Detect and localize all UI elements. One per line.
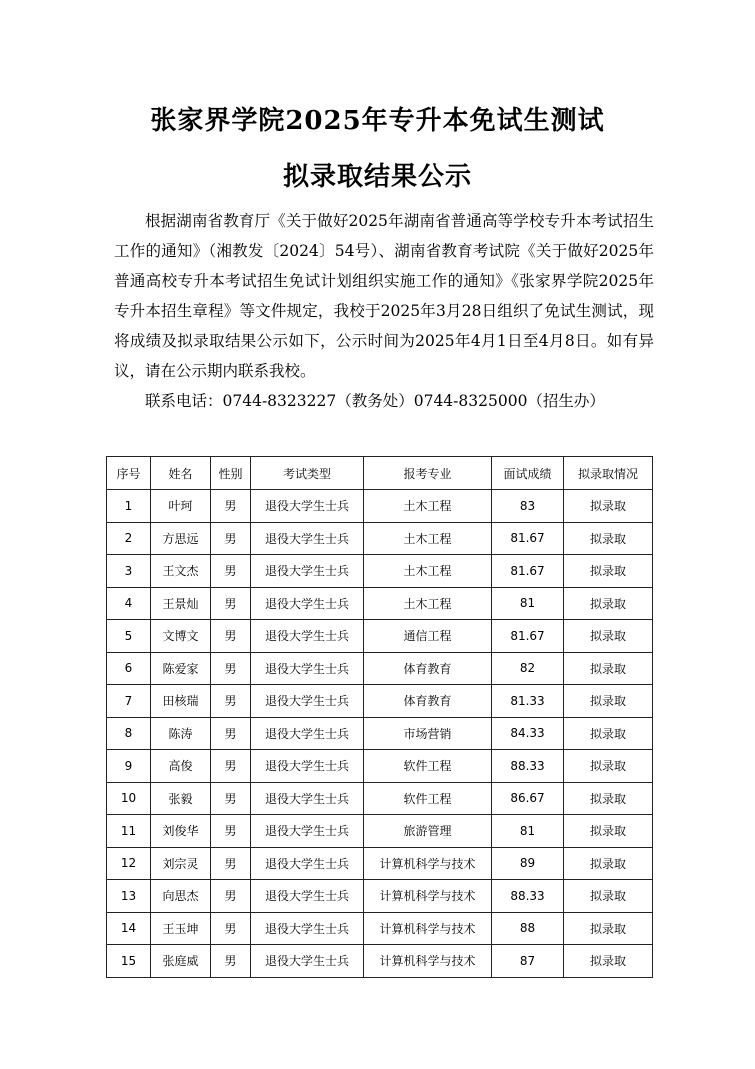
- cell-col-name: 王景灿: [151, 587, 211, 620]
- cell-col-status: 拟录取: [564, 620, 653, 653]
- cell-col-score: 83: [492, 490, 564, 523]
- cell-col-score: 89: [492, 847, 564, 880]
- cell-col-exam-type: 退役大学生士兵: [251, 522, 364, 555]
- cell-col-score: 87: [492, 945, 564, 978]
- cell-col-major: 计算机科学与技术: [364, 880, 492, 913]
- cell-col-major: 通信工程: [364, 620, 492, 653]
- cell-col-major: 计算机科学与技术: [364, 912, 492, 945]
- cell-col-status: 拟录取: [564, 685, 653, 718]
- cell-col-exam-type: 退役大学生士兵: [251, 620, 364, 653]
- notice-body: [114, 206, 654, 416]
- cell-col-status: 拟录取: [564, 587, 653, 620]
- cell-col-exam-type: 退役大学生士兵: [251, 490, 364, 523]
- table-row: [107, 750, 653, 783]
- cell-col-index: 12: [107, 847, 151, 880]
- cell-col-gender: 男: [211, 555, 251, 588]
- cell-col-exam-type: 退役大学生士兵: [251, 555, 364, 588]
- cell-col-index: 6: [107, 652, 151, 685]
- cell-col-index: 9: [107, 750, 151, 783]
- header-col-gender: 性别: [211, 457, 251, 490]
- cell-col-score: 86.67: [492, 782, 564, 815]
- cell-col-major: 土木工程: [364, 490, 492, 523]
- cell-col-gender: 男: [211, 750, 251, 783]
- cell-col-index: 7: [107, 685, 151, 718]
- cell-col-index: 5: [107, 620, 151, 653]
- cell-col-name: 陈爱家: [151, 652, 211, 685]
- cell-col-exam-type: 退役大学生士兵: [251, 750, 364, 783]
- cell-col-index: 8: [107, 717, 151, 750]
- cell-col-major: 土木工程: [364, 587, 492, 620]
- cell-col-gender: 男: [211, 620, 251, 653]
- cell-col-index: 13: [107, 880, 151, 913]
- cell-col-name: 陈涛: [151, 717, 211, 750]
- cell-col-status: 拟录取: [564, 880, 653, 913]
- cell-col-name: 方思远: [151, 522, 211, 555]
- header-col-status: 拟录取情况: [564, 457, 653, 490]
- cell-col-index: 1: [107, 490, 151, 523]
- cell-col-name: 王文杰: [151, 555, 211, 588]
- table-header-row: [107, 457, 653, 490]
- header-col-index: 序号: [107, 457, 151, 490]
- cell-col-gender: 男: [211, 717, 251, 750]
- cell-col-gender: 男: [211, 587, 251, 620]
- results-table: [106, 456, 653, 978]
- cell-col-status: 拟录取: [564, 522, 653, 555]
- document-title-line2: 拟录取结果公示: [282, 162, 472, 192]
- cell-col-name: 张庭威: [151, 945, 211, 978]
- cell-col-gender: 男: [211, 945, 251, 978]
- header-col-score: 面试成绩: [492, 457, 564, 490]
- cell-col-index: 15: [107, 945, 151, 978]
- cell-col-status: 拟录取: [564, 717, 653, 750]
- cell-col-index: 2: [107, 522, 151, 555]
- cell-col-score: 81.33: [492, 685, 564, 718]
- table-row: [107, 815, 653, 848]
- table-row: [107, 847, 653, 880]
- cell-col-major: 旅游管理: [364, 815, 492, 848]
- cell-col-gender: 男: [211, 652, 251, 685]
- cell-col-exam-type: 退役大学生士兵: [251, 782, 364, 815]
- cell-col-gender: 男: [211, 782, 251, 815]
- cell-col-gender: 男: [211, 847, 251, 880]
- table-row: [107, 880, 653, 913]
- cell-col-name: 文博文: [151, 620, 211, 653]
- cell-col-name: 高俊: [151, 750, 211, 783]
- cell-col-status: 拟录取: [564, 652, 653, 685]
- cell-col-exam-type: 退役大学生士兵: [251, 685, 364, 718]
- cell-col-status: 拟录取: [564, 847, 653, 880]
- cell-col-name: 王玉坤: [151, 912, 211, 945]
- table-body: [107, 490, 653, 978]
- cell-col-index: 10: [107, 782, 151, 815]
- cell-col-name: 张毅: [151, 782, 211, 815]
- cell-col-name: 刘宗灵: [151, 847, 211, 880]
- cell-col-score: 81: [492, 815, 564, 848]
- cell-col-gender: 男: [211, 490, 251, 523]
- cell-col-gender: 男: [211, 685, 251, 718]
- cell-col-exam-type: 退役大学生士兵: [251, 587, 364, 620]
- table-row: [107, 912, 653, 945]
- cell-col-name: 田核瑞: [151, 685, 211, 718]
- cell-col-name: 叶珂: [151, 490, 211, 523]
- table-row: [107, 522, 653, 555]
- cell-col-gender: 男: [211, 522, 251, 555]
- cell-col-score: 88.33: [492, 750, 564, 783]
- cell-col-exam-type: 退役大学生士兵: [251, 880, 364, 913]
- cell-col-major: 市场营销: [364, 717, 492, 750]
- cell-col-index: 14: [107, 912, 151, 945]
- table-row: [107, 652, 653, 685]
- header-col-name: 姓名: [151, 457, 211, 490]
- cell-col-major: 土木工程: [364, 522, 492, 555]
- cell-col-status: 拟录取: [564, 750, 653, 783]
- header-col-major: 报考专业: [364, 457, 492, 490]
- table-row: [107, 620, 653, 653]
- cell-col-gender: 男: [211, 912, 251, 945]
- table-row: [107, 717, 653, 750]
- cell-col-major: 体育教育: [364, 652, 492, 685]
- cell-col-exam-type: 退役大学生士兵: [251, 815, 364, 848]
- cell-col-exam-type: 退役大学生士兵: [251, 847, 364, 880]
- notice-paragraph: 根据湖南省教育厅《关于做好2025年湖南省普通高等学校专升本考试招生工作的通知》（湘教发〔2024〕54号）、湖南省教育考试院《关于做好2025年普通高校专升本考试招生免试计划组织实施工作的通知》《张家界学院2025年专升本招生章程》等文件规定，我校于2025年3月28日组织了免试生测试，现将成绩及拟录取结果公示如下，公示时间为2025年4月1日至4月8日。如有异议，请在公示期内联系我校。: [114, 212, 654, 380]
- cell-col-index: 11: [107, 815, 151, 848]
- cell-col-score: 81: [492, 587, 564, 620]
- table-row: [107, 685, 653, 718]
- cell-col-gender: 男: [211, 815, 251, 848]
- table-row: [107, 945, 653, 978]
- cell-col-major: 体育教育: [364, 685, 492, 718]
- document-title-line1: 张家界学院2025年专升本免试生测试: [150, 106, 605, 136]
- cell-col-status: 拟录取: [564, 945, 653, 978]
- cell-col-exam-type: 退役大学生士兵: [251, 717, 364, 750]
- cell-col-score: 81.67: [492, 522, 564, 555]
- cell-col-major: 计算机科学与技术: [364, 847, 492, 880]
- cell-col-major: 计算机科学与技术: [364, 945, 492, 978]
- cell-col-major: 土木工程: [364, 555, 492, 588]
- cell-col-status: 拟录取: [564, 782, 653, 815]
- cell-col-score: 88: [492, 912, 564, 945]
- header-col-exam-type: 考试类型: [251, 457, 364, 490]
- cell-col-status: 拟录取: [564, 490, 653, 523]
- cell-col-name: 刘俊华: [151, 815, 211, 848]
- cell-col-gender: 男: [211, 880, 251, 913]
- cell-col-name: 向思杰: [151, 880, 211, 913]
- cell-col-score: 81.67: [492, 620, 564, 653]
- cell-col-score: 82: [492, 652, 564, 685]
- table-row: [107, 490, 653, 523]
- cell-col-exam-type: 退役大学生士兵: [251, 945, 364, 978]
- cell-col-major: 软件工程: [364, 750, 492, 783]
- cell-col-score: 84.33: [492, 717, 564, 750]
- table-row: [107, 782, 653, 815]
- cell-col-score: 88.33: [492, 880, 564, 913]
- contact-line: 联系电话：0744-8323227（教务处）0744-8325000（招生办）: [145, 392, 605, 410]
- table-row: [107, 587, 653, 620]
- cell-col-exam-type: 退役大学生士兵: [251, 652, 364, 685]
- cell-col-index: 4: [107, 587, 151, 620]
- cell-col-major: 软件工程: [364, 782, 492, 815]
- cell-col-score: 81.67: [492, 555, 564, 588]
- cell-col-exam-type: 退役大学生士兵: [251, 912, 364, 945]
- cell-col-status: 拟录取: [564, 555, 653, 588]
- cell-col-status: 拟录取: [564, 815, 653, 848]
- cell-col-index: 3: [107, 555, 151, 588]
- cell-col-status: 拟录取: [564, 912, 653, 945]
- table-row: [107, 555, 653, 588]
